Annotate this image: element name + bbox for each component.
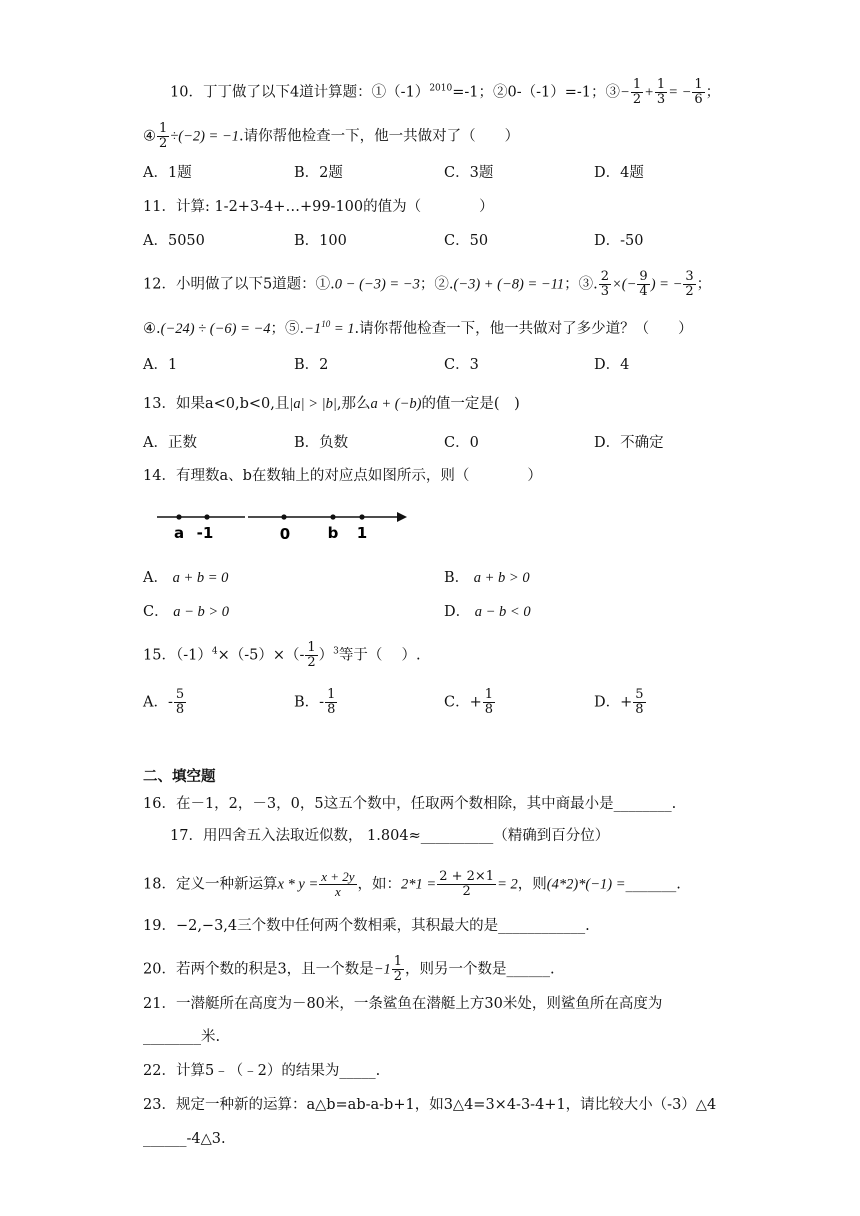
label-a: a (173, 524, 185, 542)
q17-text: 17．用四舍五入法取近似数， 1.804≈__________（精确到百分位） (170, 828, 610, 844)
q13-option-d: D．不确定 (594, 435, 664, 451)
q10-option-d: D．4题 (594, 165, 644, 181)
q13-option-b: B．负数 (294, 435, 349, 451)
q18-text: 18．定义一种新运算x * y = $\frac{x + 2y}{x}$ ，如：2*1 = $\frac{2 + 2\times 1}{2}$ = 2，则(4*2)*(−1) =_______. (143, 869, 681, 899)
q14-option-c: C． a − b > 0 (143, 604, 230, 620)
q11-option-b: B．100 (294, 233, 347, 249)
label-b: b (327, 524, 339, 542)
q14-option-d: D． a − b < 0 (444, 604, 531, 620)
q14-option-a: A． a + b = 0 (143, 570, 229, 586)
q15-option-a: A．- $\frac{5}{8}$ (143, 687, 185, 717)
q15-option-b: B．- $\frac{1}{8}$ (294, 687, 336, 717)
q10-option-a: A．1题 (143, 165, 192, 181)
q10-line2: ④ $\frac{1}{2}$ ÷(−2) = −1.请你帮他检查一下，他一共做对了（ ） (143, 121, 520, 151)
number-line-figure (155, 505, 415, 545)
q13-option-c: C．0 (444, 435, 479, 451)
q14-option-b: B． a + b > 0 (444, 570, 530, 586)
q14-text: 14．有理数a、b在数轴上的对应点如图所示，则（ ） (143, 468, 542, 484)
q22-text: 22．计算5﹣（﹣2）的结果为_____. (143, 1063, 381, 1079)
q23-line1: 23．规定一种新的运算：a△b=ab-a-b+1，如3△4=3×4-3-4+1，请比较大小（-3）△4 (143, 1097, 717, 1113)
arrow-right-icon (397, 512, 407, 522)
q10-line1: 10．丁丁做了以下4道计算题：$①(-1)^{2010}=-1$；②0-（-1）=-1；③− $\frac{1}{2}$ + $\frac{1}{3}$ = − $\frac{1}{6}$ ； (170, 77, 721, 107)
q15-text: 15．$(-1)^4\times(-5)\times(-$ $\frac{1}{2}$ ）$^3$等于（ ）. (143, 640, 421, 670)
q21-line2: ________米. (143, 1029, 221, 1045)
q19-text: 19．−2,−3,4三个数中任何两个数相乘，其积最大的是____________. (143, 918, 590, 934)
q21-line1: 21．一潜艇所在高度为－80米，一条鲨鱼在潜艇上方30米处，则鲨鱼所在高度为 (143, 996, 663, 1012)
q20-text: 20．若两个数的积是3，且一个数是−1 $\frac{1}{2}$ ，则另一个数是______. (143, 954, 555, 984)
q12-line1: 12．小明做了以下5道题：①.0 − (−3) = −3；②.(−3) + (−8) = −11；③. $\frac{2}{3}$ ×(− $\frac{9}{4}$ ) = − $\frac{3}{2}$ ； (143, 269, 712, 299)
q15-option-d: D．+ $\frac{5}{8}$ (594, 687, 644, 717)
q12-line2: ④.(−24) ÷ (−6) = −4；$⑤.-1^{10} = 1$.请你帮他检查一下，他一共做对了多少道？（ ） (143, 319, 693, 337)
point-1 (359, 514, 364, 519)
label-neg1: -1 (196, 524, 214, 542)
q13-text: 13．如果a<0,b<0,且|a| > |b|,那么a + (−b)的值一定是( ) (143, 396, 520, 412)
point-neg1 (204, 514, 209, 519)
label-0: 0 (279, 525, 291, 543)
q11-option-a: A．5050 (143, 233, 205, 249)
q11-option-d: D．-50 (594, 233, 644, 249)
q15-option-c: C．+ $\frac{1}{8}$ (444, 687, 494, 717)
q16-text: 16．在－1，2，－3，0，5这五个数中，任取两个数相除，其中商最小是________. (143, 796, 677, 812)
point-0 (281, 514, 286, 519)
q10-option-c: C．3题 (444, 165, 494, 181)
point-b (330, 514, 335, 519)
q11-option-c: C．50 (444, 233, 489, 249)
point-a (176, 514, 181, 519)
q12-option-b: B．2 (294, 357, 329, 373)
q13-option-a: A．正数 (143, 435, 197, 451)
q12-option-c: C．3 (444, 357, 479, 373)
q12-option-d: D．4 (594, 357, 630, 373)
q11-text: 11．计算: 1-2+3-4+…+99-100的值为（ ） (143, 199, 494, 215)
q12-option-a: A．1 (143, 357, 178, 373)
q23-line2: ______-4△3. (143, 1131, 226, 1147)
section-heading-fill-in: 二、填空题 (143, 769, 216, 785)
q10-option-b: B．2题 (294, 165, 343, 181)
label-1: 1 (356, 524, 368, 542)
